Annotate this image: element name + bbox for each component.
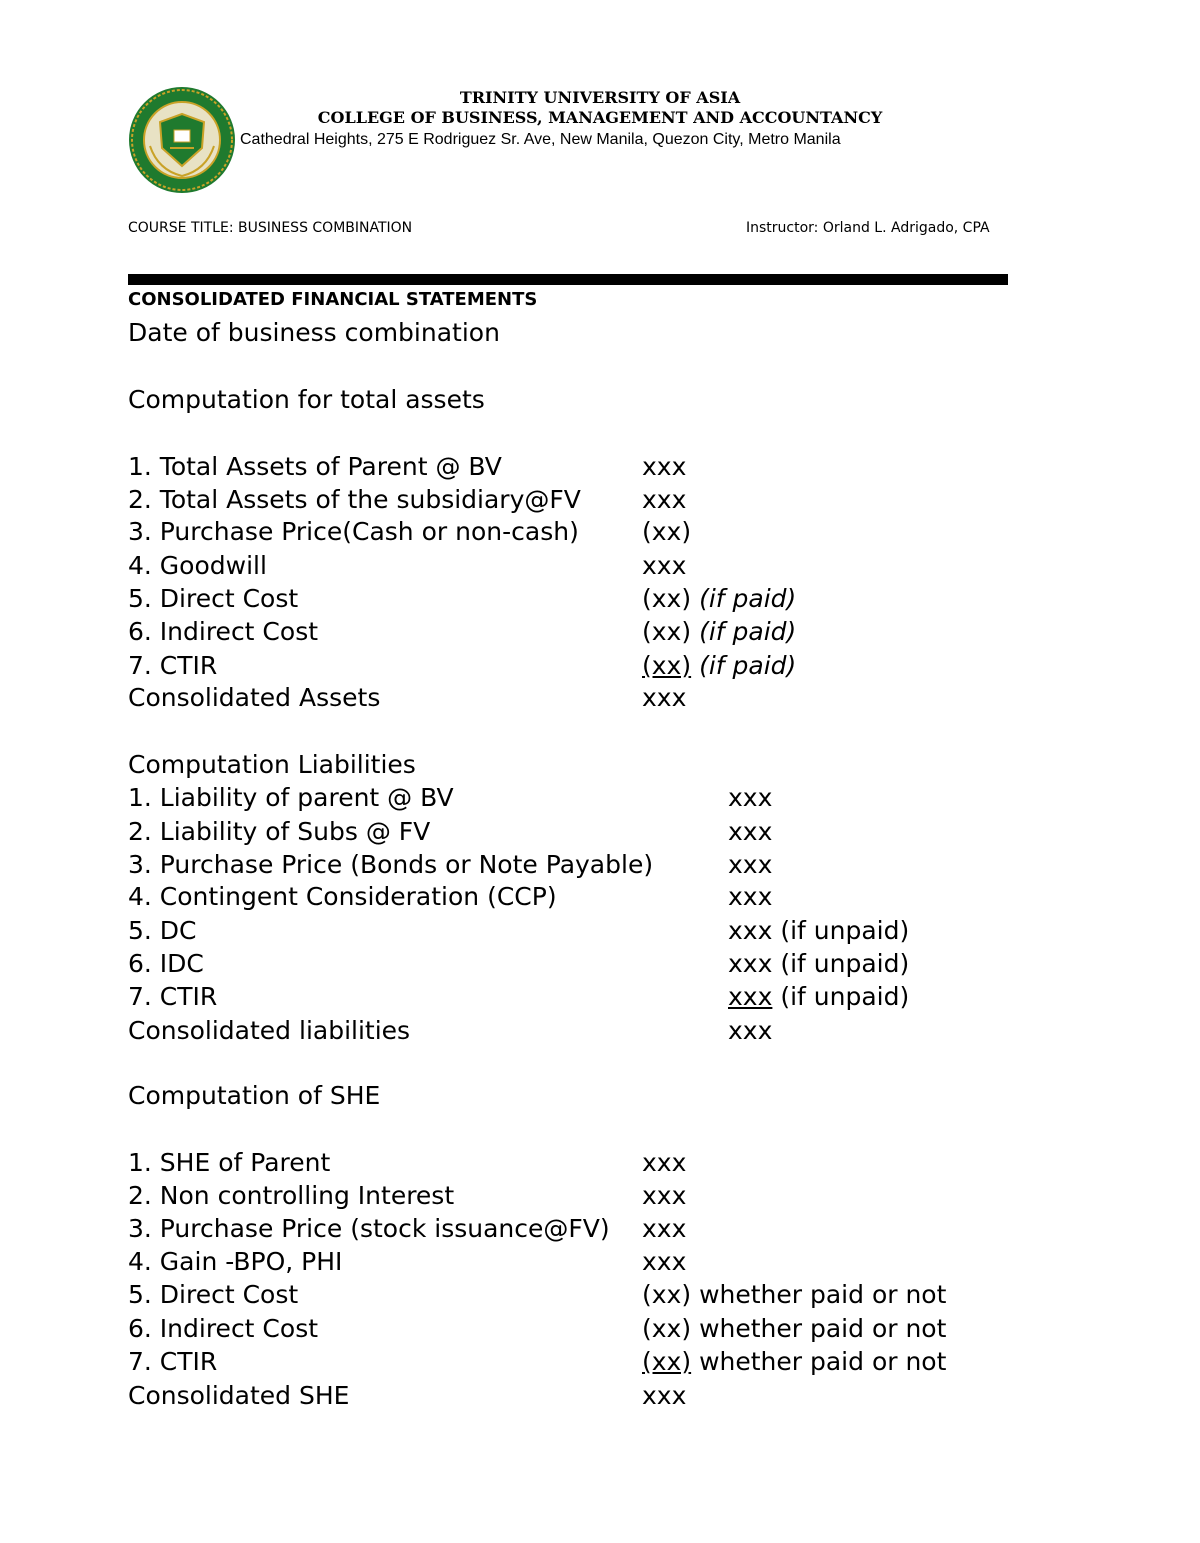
- liabilities-heading: Computation Liabilities: [128, 750, 416, 779]
- liabilities-item-value: xxx: [728, 817, 773, 846]
- she-item-value-row: [642, 1314, 946, 1344]
- she-item-label: 7. CTIR: [128, 1347, 218, 1376]
- liabilities-item-note: (if unpaid): [780, 949, 910, 978]
- she-item-value: (xx): [642, 1280, 692, 1309]
- assets-item-label: 6. Indirect Cost: [128, 617, 319, 646]
- assets-item-value: xxx: [642, 551, 687, 580]
- assets-item-value: (xx): [642, 651, 692, 680]
- she-item-value: xxx: [642, 1214, 687, 1243]
- liabilities-item-label: 7. CTIR: [128, 982, 218, 1011]
- liabilities-item-value-row: [728, 916, 909, 946]
- liabilities-item-value: xxx: [728, 982, 773, 1011]
- course-title: COURSE TITLE: BUSINESS COMBINATION: [128, 220, 413, 236]
- she-total-value: xxx: [642, 1381, 687, 1410]
- assets-item-value: (xx): [642, 617, 692, 646]
- she-item-label: 5. Direct Cost: [128, 1280, 299, 1309]
- instructor: Instructor: Orland L. Adrigado, CPA: [746, 220, 990, 236]
- liabilities-item-value-row: [728, 949, 909, 979]
- she-item-note: whether paid or not: [699, 1347, 947, 1376]
- she-item-value: (xx): [642, 1347, 692, 1376]
- she-total-label: Consolidated SHE: [128, 1381, 350, 1410]
- liabilities-item-value: xxx: [728, 882, 773, 911]
- liabilities-item-value: xxx: [728, 783, 773, 812]
- assets-item-note: (if paid): [699, 617, 797, 646]
- she-item-label: 3. Purchase Price (stock issuance@FV): [128, 1214, 610, 1243]
- liabilities-item-value: xxx: [728, 916, 773, 945]
- she-item-value-row: [642, 1347, 946, 1377]
- assets-item-label: 1. Total Assets of Parent @ BV: [128, 452, 502, 481]
- she-item-value-row: [642, 1280, 946, 1310]
- she-item-label: 2. Non controlling Interest: [128, 1181, 455, 1210]
- assets-item-value: xxx: [642, 485, 687, 514]
- liabilities-item-value: xxx: [728, 949, 773, 978]
- assets-item-note: (if paid): [699, 651, 797, 680]
- assets-item-label: 5. Direct Cost: [128, 584, 299, 613]
- assets-item-value: (xx): [642, 517, 692, 546]
- she-item-label: 6. Indirect Cost: [128, 1314, 319, 1343]
- liabilities-total-label: Consolidated liabilities: [128, 1016, 411, 1045]
- she-item-label: 1. SHE of Parent: [128, 1148, 331, 1177]
- assets-item-value-row: [642, 651, 796, 681]
- university-name: TRINITY UNIVERSITY OF ASIA: [459, 88, 741, 107]
- document-title: CONSOLIDATED FINANCIAL STATEMENTS: [128, 289, 538, 310]
- liabilities-item-label: 6. IDC: [128, 949, 204, 978]
- address: Cathedral Heights, 275 E Rodriguez Sr. Ave, New Manila, Quezon City, Metro Manila: [240, 131, 841, 148]
- assets-item-value-row: [642, 584, 796, 614]
- document-subtitle: Date of business combination: [128, 318, 500, 347]
- she-item-note: whether paid or not: [699, 1314, 947, 1343]
- liabilities-item-label: 1. Liability of parent @ BV: [128, 783, 454, 812]
- she-item-value: xxx: [642, 1148, 687, 1177]
- she-item-label: 4. Gain -BPO, PHI: [128, 1247, 343, 1276]
- assets-item-label: 2. Total Assets of the subsidiary@FV: [128, 485, 581, 514]
- assets-item-value: (xx): [642, 584, 692, 613]
- assets-item-value-row: [642, 617, 796, 647]
- she-item-value: xxx: [642, 1247, 687, 1276]
- liabilities-item-label: 4. Contingent Consideration (CCP): [128, 882, 557, 911]
- assets-item-label: 4. Goodwill: [128, 551, 267, 580]
- assets-item-value: xxx: [642, 452, 687, 481]
- liabilities-item-label: 3. Purchase Price (Bonds or Note Payable): [128, 850, 654, 879]
- assets-item-label: 7. CTIR: [128, 651, 218, 680]
- assets-total-value: xxx: [642, 683, 687, 712]
- she-heading: Computation of SHE: [128, 1081, 381, 1110]
- assets-total-label: Consolidated Assets: [128, 683, 381, 712]
- she-item-note: whether paid or not: [699, 1280, 947, 1309]
- assets-item-label: 3. Purchase Price(Cash or non-cash): [128, 517, 579, 546]
- liabilities-item-label: 5. DC: [128, 916, 197, 945]
- liabilities-total-value: xxx: [728, 1016, 773, 1045]
- liabilities-item-note: (if unpaid): [780, 982, 910, 1011]
- liabilities-item-note: (if unpaid): [780, 916, 910, 945]
- university-seal-icon: [128, 86, 236, 194]
- assets-heading: Computation for total assets: [128, 385, 485, 414]
- she-item-value: xxx: [642, 1181, 687, 1210]
- divider-rule: [128, 274, 1008, 285]
- assets-item-note: (if paid): [699, 584, 797, 613]
- liabilities-item-label: 2. Liability of Subs @ FV: [128, 817, 431, 846]
- college-name: COLLEGE OF BUSINESS, MANAGEMENT AND ACCOUNTANCY: [317, 108, 883, 127]
- she-item-value: (xx): [642, 1314, 692, 1343]
- liabilities-item-value: xxx: [728, 850, 773, 879]
- liabilities-item-value-row: [728, 982, 909, 1012]
